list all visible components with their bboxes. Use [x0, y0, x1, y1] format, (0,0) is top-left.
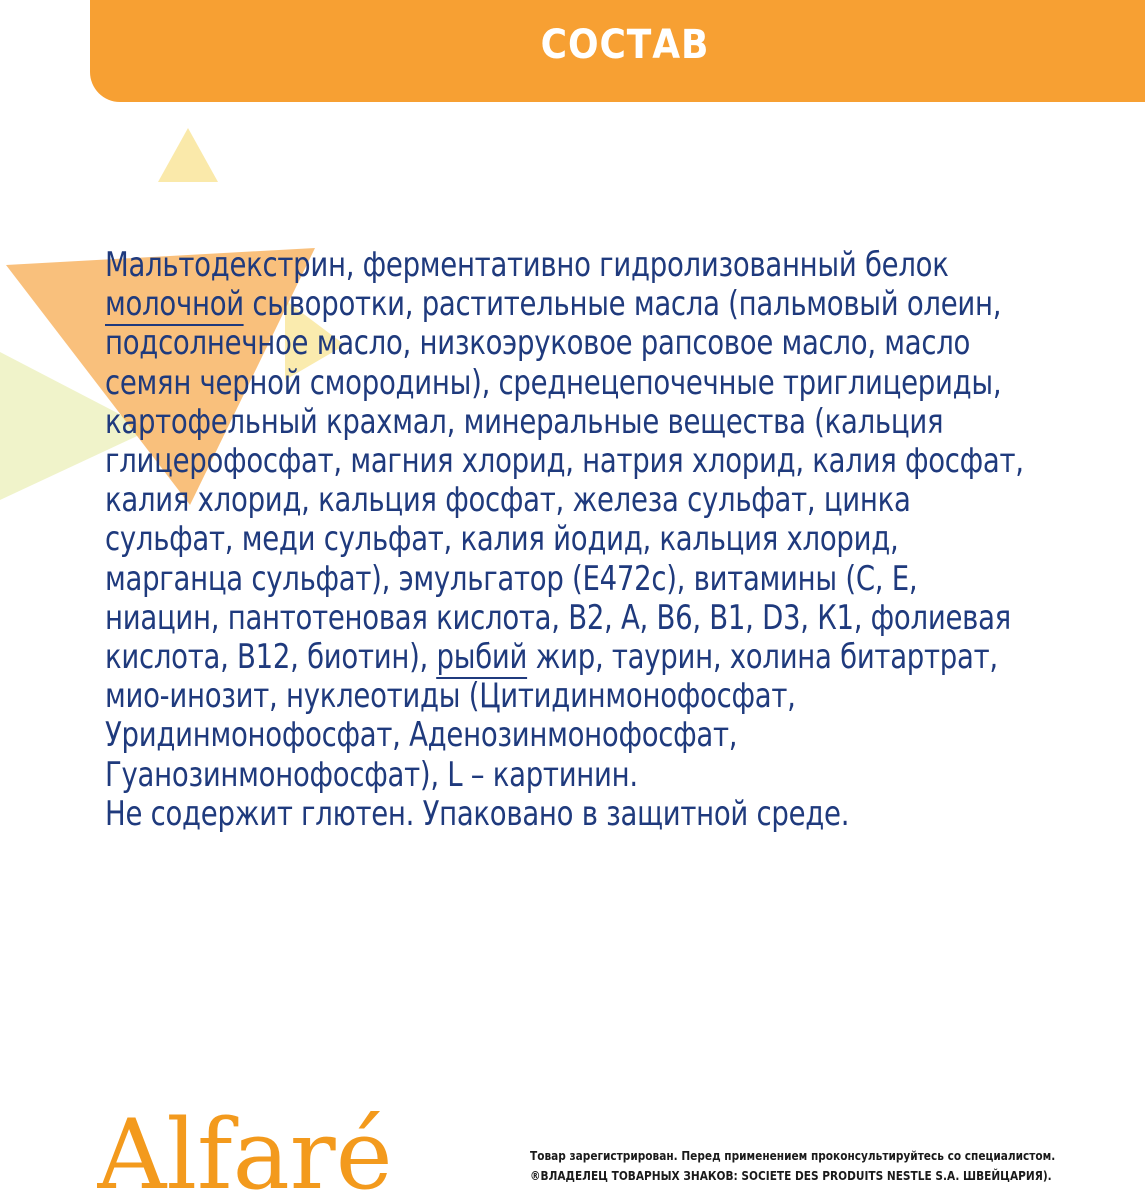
allergen-fish: рыбий — [436, 637, 528, 678]
ingredients-line: мио-инозит, нуклеотиды (Цитидинмонофосфат, — [105, 676, 796, 717]
disclaimer-line: ®ВЛАДЕЛЕЦ ТОВАРНЫХ ЗНАКОВ: SOCIETE DES PRODUITS NESTLE S.A. ШВЕЙЦАРИЯ). — [530, 1169, 1052, 1183]
ingredients-text — [105, 246, 1041, 834]
ingredients-line: жир, таурин, холина битартрат, — [527, 637, 998, 678]
ingredients-line: Гуанозинмонофосфат), L – картинин. — [105, 754, 638, 795]
ingredients-line: сульфат, меди сульфат, калия йодид, кальция хлорид, — [105, 519, 899, 560]
ingredients-line: картофельный крахмал, минеральные вещества (кальция — [105, 401, 944, 442]
small-triangle-shape — [158, 128, 218, 182]
ingredients-line: ниацин, пантотеновая кислота, В2, А, В6, В1, D3, К1, фолиевая — [105, 597, 1011, 638]
ingredients-line: марганца сульфат), эмульгатор (Е472с), витамины (С, Е, — [105, 558, 918, 599]
alfare-logo — [97, 1088, 477, 1200]
disclaimer-line: Товар зарегистрирован. Перед применением проконсультируйтесь со специалистом. — [530, 1149, 1056, 1163]
ingredients-line: сыворотки, растительные масла (пальмовый олеин, — [252, 284, 1002, 325]
ingredients-note: Не содержит глютен. Упаковано в защитной среде. — [105, 793, 850, 834]
ingredients-line: Мальтодекстрин, ферментативно гидролизованный белок — [105, 245, 949, 285]
ingredients-line: глицерофосфат, магния хлорид, натрия хлорид, калия фосфат, — [105, 441, 1024, 482]
ingredients-line: Уридинмонофосфат, Аденозинмонофосфат, — [105, 715, 738, 756]
ingredients-line: подсолнечное масло, низкоэруковое рапсовое масло, масло — [105, 323, 971, 364]
alfare-logo-text: Alfaré — [97, 1099, 393, 1200]
section-title: СОСТАВ — [540, 22, 710, 68]
legal-disclaimer — [530, 1146, 1067, 1186]
allergen-milk: молочной — [105, 284, 244, 325]
ingredients-line: кислота, В12, биотин), — [105, 637, 437, 678]
ingredients-line: семян черной смородины), среднецепочечные триглицериды, — [105, 362, 1002, 403]
ingredients-line: калия хлорид, кальция фосфат, железа сульфат, цинка — [105, 480, 911, 521]
